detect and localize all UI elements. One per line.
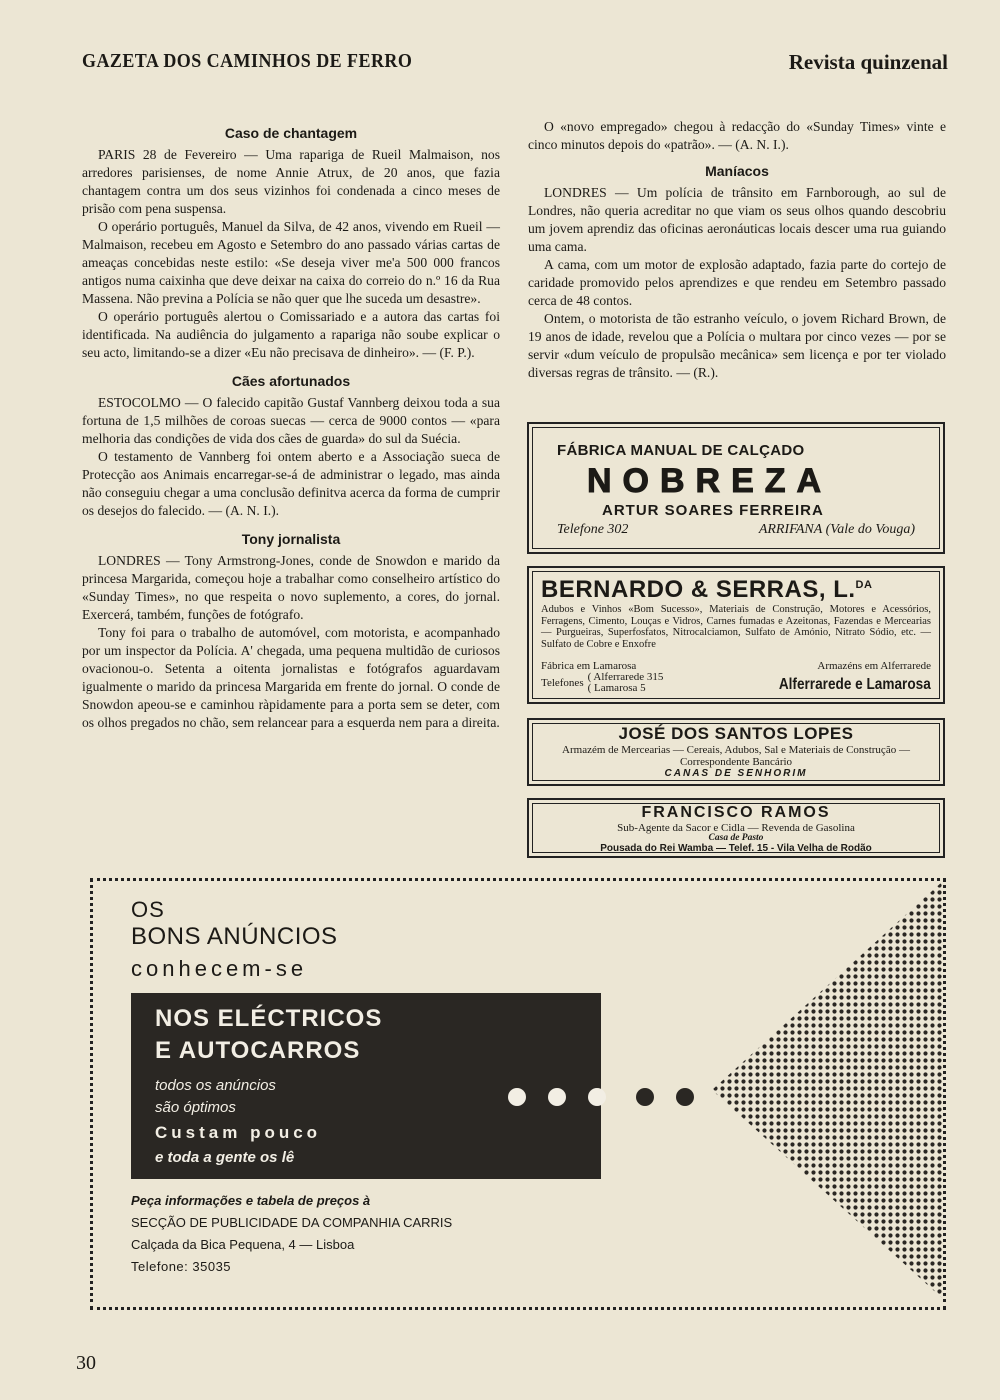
article-title-maniacos: Maníacos — [705, 163, 769, 179]
article-paragraph: O operário português, Manuel da Silva, de 42 anos, vivendo em Rueil — Malmaison, recebeu em Agosto e Setembro do ano passado várias cartas de ameaças concebidas neste estilo: «Se deseja viver me'a 500 000 francos antigos numa caixinha que deve deixar na caixa do correio do n.º 16 da Rua Massena. Não previna a Polícia se não quer que lhe suceda um desastre». — [82, 219, 500, 306]
decorative-dot-icon — [636, 1088, 654, 1106]
article-title-caes: Cães afortunados — [231, 373, 351, 389]
article-paragraph: O testamento de Vannberg foi ontem aberto e a Associação sueca de Protecção aos Animais encarregar-se-á de administrar o legado, mas ainda não conseguiu chegar a uma conclusão definitva acerca da forma de cumprir os desejos do falecido. — (A. N. I.). — [82, 449, 500, 518]
carris-info-phone: Telefone: 35035 — [131, 1259, 232, 1274]
ad-jose-desc: Armazém de Mercearias — Cereais, Adubos, Sal e Materiais de Construção — Correspondente Bancário — [562, 744, 910, 768]
decorative-dot-icon — [508, 1088, 526, 1106]
carris-os: OS — [131, 897, 165, 922]
ad-bernardo-phones — [541, 672, 663, 694]
carris-custam: Custam pouco — [155, 1123, 322, 1142]
carris-info-request: Peça informações e tabela de preços à — [131, 1193, 371, 1208]
carris-bons-anuncios: BONS ANÚNCIOS — [131, 923, 338, 950]
page-number: 30 — [76, 1352, 96, 1374]
decorative-dot-icon — [588, 1088, 606, 1106]
article-paragraph: LONDRES — Um polícia de trânsito em Farnborough, ao sul de Londres, não queria acreditar no que viam os seus olhos quando descobriu um jovem aprendiz das oficinas aeronáuticas locais descer uma rua guiando uma cama. — [528, 185, 946, 254]
carris-electricos: NOS ELÉCTRICOS — [155, 1005, 383, 1032]
ad-nobreza-owner: ARTUR SOARES FERREIRA — [602, 502, 824, 519]
ad-bernardo-phone2: ( Lamarosa 5 — [587, 682, 646, 694]
article-paragraph: PARIS 28 de Fevereiro — Uma rapariga de Rueil Malmaison, nos arredores parisienses, de nome Annie Atrux, de 20 anos, que fazia chantagem contra um dos seus vizinhos foi condenada a cinco meses de prisão com pena suspensa. — [82, 147, 500, 216]
ad-bernardo-name — [541, 576, 872, 604]
ad-bernardo-phones-label: Telefones — [541, 676, 584, 689]
ad-bernardo-fabrica: Fábrica em Lamarosa — [541, 660, 637, 672]
decorative-dot-icon — [676, 1088, 694, 1106]
ad-jose-lopes — [527, 718, 945, 786]
ad-francisco-address: Pousada do Rei Wamba — Telef. 15 - Vila Velha de Rodão — [600, 843, 872, 854]
carris-dark-panel — [131, 993, 601, 1179]
ad-nobreza-place: ARRIFANA (Vale do Vouga) — [758, 522, 915, 537]
ad-francisco-name: FRANCISCO RAMOS — [641, 804, 831, 821]
left-column — [82, 118, 500, 732]
carris-toda-gente: e toda a gente os lê — [155, 1149, 295, 1166]
article-paragraph: Tony foi para o trabalho de automóvel, com motorista, e acompanhado por um inspector da Polícia. A' chegada, uma pequena multidão de curiosos ovacionou-o. Setenta a oitenta jornalistas e fotógrafos aguardavam igualmente o marido da princesa Margarida em frente do jornal. O conde de Snowdon apeou-se e caminhou ràpidamente para a porta sem se deter, com os olhos pregados no chão, sem relancear para a esquerda nem para a direita. — [82, 625, 500, 730]
ad-bernardo-name-sup: DA — [855, 579, 873, 591]
ad-jose-place: CANAS DE SENHORIM — [664, 768, 808, 779]
halftone-triangle-icon — [712, 882, 942, 1298]
carris-optimos: são óptimos — [155, 1099, 236, 1116]
ad-nobreza — [527, 422, 945, 554]
carris-autocarros: E AUTOCARROS — [155, 1037, 361, 1064]
carris-conhecem: conhecem-se — [131, 956, 308, 981]
article-paragraph: A cama, com um motor de explosão adaptado, fazia parte do cortejo de caridade promovido pelos aprendizes e que rendeu em Setembro passado cerca de 48 contos. — [528, 257, 946, 308]
right-column — [528, 118, 946, 382]
decorative-dot-icon — [548, 1088, 566, 1106]
ad-bernardo-desc: Adubos e Vinhos «Bom Sucesso», Materiais de Construção, Motores e Acessórios, Ferragens, Cimento, Louças e Vidros, Carnes fumadas e Azeitonas, Fazendas e Mercearias — Purgueiras, Superfosfatos, Nitrocalciamon, Sulfato de Amónio, Nitrato Sódio, etc. — Sulfato de Cobre e Enxofre — [541, 604, 931, 650]
article-title-tony: Tony jornalista — [241, 531, 341, 547]
journal-subtitle: Revista quinzenal — [788, 50, 948, 74]
article-paragraph: LONDRES — Tony Armstrong-Jones, conde de Snowdon e marido da princesa Margarida, começou hoje a trabalhar como conselheiro artístico do «Sunday Times», no que respeita o novo suplemento, a cores, do jornal. Exercerá, também, funções de fotógrafo. — [82, 553, 500, 622]
ad-bernardo-phones-list — [588, 672, 664, 694]
article-paragraph: ESTOCOLMO — O falecido capitão Gustaf Vannberg deixou toda a sua fortuna de 1,5 milhões de coroas suecas — cerca de 9000 contos — «para melhoria das condições de vida dos cães de guarda» do sul da Suécia. — [82, 395, 500, 446]
ad-francisco-ramos — [527, 798, 945, 858]
ad-francisco-desc: Sub-Agente da Sacor e Cidla — Revenda de Gasolina — [617, 822, 855, 834]
carris-info-seccao: SECÇÃO DE PUBLICIDADE DA COMPANHIA CARRIS — [131, 1215, 453, 1230]
ad-bernardo-phone1: ( Alferrarede 315 — [587, 671, 664, 683]
ad-nobreza-line1: FÁBRICA MANUAL DE CALÇADO — [557, 442, 805, 459]
ad-nobreza-phone: Telefone 302 — [557, 522, 629, 537]
ad-bernardo-serras — [527, 566, 945, 704]
article-title-chantagem: Caso de chantagem — [224, 125, 358, 141]
ad-bernardo-armazens: Armazéns em Alferrarede — [817, 660, 931, 672]
ad-francisco-casa: Casa de Pasto — [708, 833, 764, 843]
article-paragraph: Ontem, o motorista de tão estranho veículo, o jovem Richard Brown, de 19 anos de idade, revelou que a Polícia o multara por cinco vezes — por se servir «dum veículo de propulsão mecânica» sem licença e por ter violado diversas regras de trânsito. — (R.). — [528, 311, 946, 380]
carris-info-address: Calçada da Bica Pequena, 4 — Lisboa — [131, 1237, 355, 1252]
article-paragraph: O operário português alertou o Comissariado e a autora das cartas foi identificada. Na audiência do julgamento a rapariga não soube explicar o seu acto, limitando-se a dizer «Eu não precisava de dinheiro». — (F. P.). — [82, 309, 500, 360]
carris-todos: todos os anúncios — [155, 1077, 276, 1094]
article-paragraph: O «novo empregado» chegou à redacção do «Sunday Times» vinte e cinco minutos depois do «patrão». — (A. N. I.). — [528, 119, 946, 152]
ad-jose-name: JOSÉ DOS SANTOS LOPES — [618, 724, 854, 743]
ad-bernardo-name-text: BERNARDO & SERRAS, L. — [541, 576, 856, 603]
ad-nobreza-brand: NOBREZA — [587, 462, 833, 500]
journal-title: GAZETA DOS CAMINHOS DE FERRO — [82, 50, 413, 72]
ad-bernardo-places: Alferrarede e Lamarosa — [779, 676, 931, 693]
